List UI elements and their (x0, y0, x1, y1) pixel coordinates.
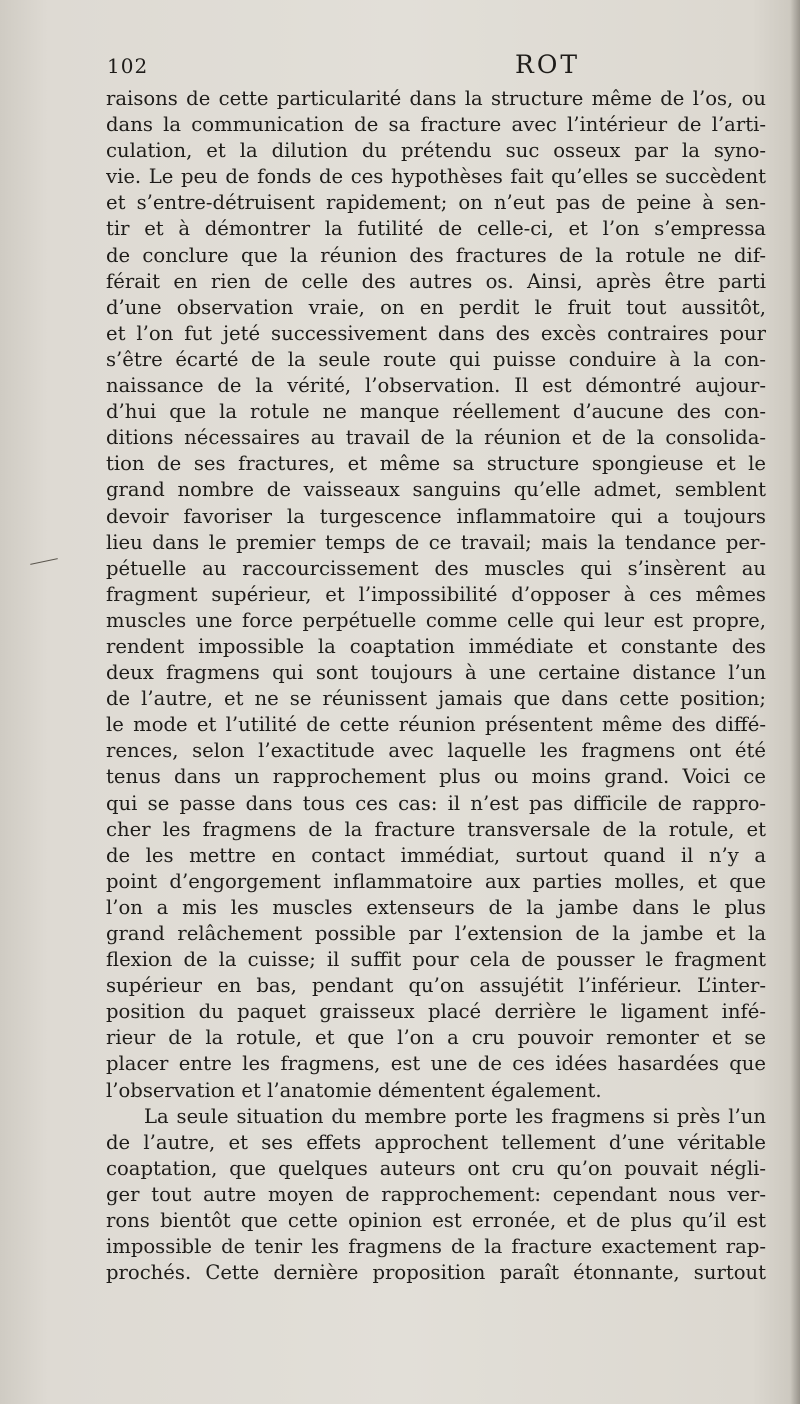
text-line: l’on a mis les muscles extenseurs de la jambe dans le plus (106, 895, 766, 919)
text-line: ditions nécessaires au travail de la réunion et de la consolida- (106, 426, 766, 450)
text-line: s’être écarté de la seule route qui puisse conduire à la con- (106, 347, 766, 371)
paragraph (106, 1104, 766, 1287)
text-line: lieu dans le premier temps de ce travail; mais la tendance per- (106, 530, 766, 554)
text-line: d’une observation vraie, on en perdit le fruit tout aussitôt, (106, 295, 766, 319)
page-edge-shadow (790, 0, 800, 1404)
text-line: rendent impossible la coaptation immédiate et constante des (106, 634, 766, 658)
text-line: impossible de tenir les fragmens de la fracture exactement rap- (106, 1235, 766, 1259)
text-line: prochés. Cette dernière proposition paraît étonnante, surtout (106, 1261, 766, 1285)
text-line: point d’engorgement inflammatoire aux parties molles, et que (106, 869, 766, 893)
text-line: pétuelle au raccourcissement des muscles qui s’insèrent au (106, 556, 766, 580)
text-line: coaptation, que quelques auteurs ont cru qu’on pouvait négli- (106, 1156, 766, 1180)
text-line: grand relâchement possible par l’extension de la jambe et la (106, 922, 766, 945)
text-line: muscles une force perpétuelle comme celle qui leur est propre, (106, 608, 766, 632)
text-line: fragment supérieur, et l’impossibilité d’opposer à ces mêmes (106, 582, 766, 606)
text-line: de l’autre, et ses effets approchent tellement d’une véritable (106, 1130, 766, 1154)
text-line: tenus dans un rapprochement plus ou moins grand. Voici ce (106, 765, 766, 789)
text-line: l’observation et l’anatomie démentent également. (106, 1078, 602, 1102)
text-line: de conclure que la réunion des fractures de la rotule ne dif- (106, 243, 766, 267)
text-line: supérieur en bas, pendant qu’on assujétit l’inférieur. L’inter- (106, 974, 766, 998)
margin-mark (30, 558, 58, 565)
text-line: le mode et l’utilité de cette réunion présentent même des diffé- (106, 713, 766, 737)
text-line: vie. Le peu de fonds de ces hypothèses fait qu’elles se succèdent (106, 165, 766, 189)
text-line: naissance de la vérité, l’observation. Il est démontré aujour- (106, 374, 766, 398)
text-line: tir et à démontrer la futilité de celle-ci, et l’on s’empressa (106, 217, 766, 241)
body-text (106, 86, 766, 1286)
text-line: deux fragmens qui sont toujours à une certaine distance l’un (106, 661, 766, 685)
text-line: et l’on fut jeté successivement dans des excès contraires pour (106, 321, 766, 345)
running-head: ROT (515, 50, 580, 79)
page-header (107, 50, 763, 82)
text-line: d’hui que la rotule ne manque réellement d’aucune des con- (106, 400, 766, 424)
text-line: culation, et la dilution du prétendu suc osseux par la syno- (106, 139, 766, 163)
text-line: placer entre les fragmens, est une de ces idées hasardées que (106, 1052, 766, 1076)
text-line: et s’entre-détruisent rapidement; on n’eut pas de peine à sen- (106, 191, 766, 215)
text-line: rences, selon l’exactitude avec laquelle les fragmens ont été (106, 739, 766, 763)
text-line: cher les fragmens de la fracture transversale de la rotule, et (106, 817, 766, 841)
text-line: de les mettre en contact immédiat, surtout quand il n’y a (106, 843, 766, 867)
text-line: devoir favoriser la turgescence inflammatoire qui a toujours (106, 504, 766, 528)
text-line: qui se passe dans tous ces cas: il n’est pas difficile de rappro- (106, 791, 766, 815)
text-line: raisons de cette particularité dans la structure même de l’os, ou (106, 87, 766, 110)
text-line: La seule situation du membre porte les fragmens si près l’un (144, 1104, 766, 1128)
page-number: 102 (107, 54, 149, 78)
text-line: ger tout autre moyen de rapprochement: cependant nous ver- (106, 1182, 766, 1206)
text-line: férait en rien de celle des autres os. Ainsi, après être parti (106, 269, 766, 293)
text-line: rieur de la rotule, et que l’on a cru pouvoir remonter et se (106, 1026, 766, 1050)
text-line: position du paquet graisseux placé derrière le ligament infé- (106, 1000, 766, 1024)
text-line: dans la communication de sa fracture avec l’intérieur de l’arti- (106, 113, 766, 137)
paragraph (106, 86, 766, 1104)
text-line: de l’autre, et ne se réunissent jamais que dans cette position; (106, 687, 766, 711)
text-line: grand nombre de vaisseaux sanguins qu’elle admet, semblent (106, 478, 766, 502)
text-line: tion de ses fractures, et même sa structure spongieuse et le (106, 452, 766, 476)
text-line: flexion de la cuisse; il suffit pour cela de pousser le fragment (106, 948, 766, 972)
text-line: rons bientôt que cette opinion est erronée, et de plus qu’il est (106, 1209, 766, 1233)
